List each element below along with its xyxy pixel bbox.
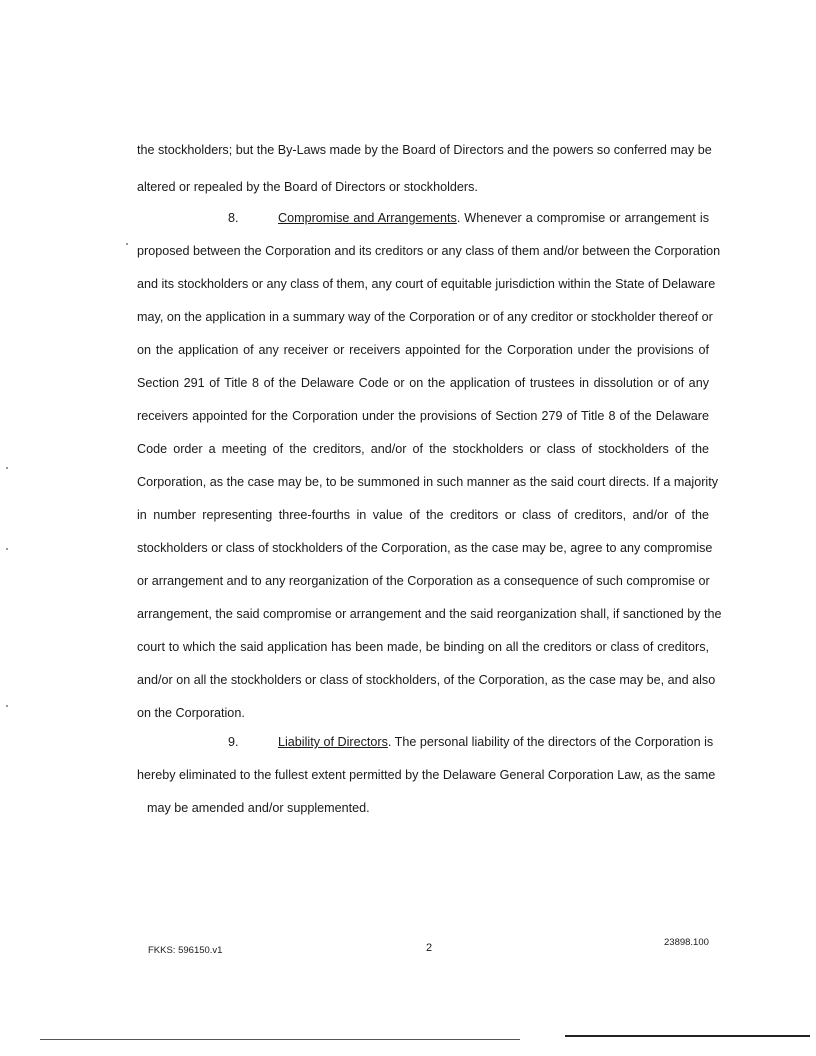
scan-speck — [126, 243, 128, 245]
section-8-line: or arrangement and to any reorganization of the Corporation as a consequence of such compromise or — [137, 574, 710, 588]
section-9-number: 9. — [228, 735, 239, 749]
footer-matter-number: 23898.100 — [664, 937, 709, 948]
section-8-line: arrangement, the said compromise or arrangement and the said reorganization shall, if sanctioned by the — [137, 607, 722, 621]
section-8-first-line — [228, 210, 709, 226]
section-8-line: on the Corporation. — [137, 706, 245, 720]
section-8-line: Code order a meeting of the creditors, and/or of the stockholders or class of stockholders of the — [137, 442, 709, 456]
section-8-line: and/or on all the stockholders or class of stockholders, of the Corporation, as the case may be, and also — [137, 673, 716, 687]
section-8-lead: . Whenever a compromise or arrangement is — [456, 211, 709, 225]
section-9-first-line — [228, 734, 714, 750]
section-8-line: receivers appointed for the Corporation under the provisions of Section 279 of Title 8 of the Delaware — [137, 409, 709, 423]
page-number: 2 — [426, 942, 433, 954]
body-line: altered or repealed by the Board of Directors or stockholders. — [137, 180, 478, 194]
scan-speck — [6, 467, 8, 469]
section-9-line: may be amended and/or supplemented. — [147, 801, 370, 815]
section-8-line: court to which the said application has been made, be binding on all the creditors or class of creditors, — [137, 640, 709, 654]
section-9-heading: Liability of Directors — [278, 735, 388, 749]
scan-edge-line — [565, 1035, 810, 1037]
section-9-lead: . The personal liability of the directors of the Corporation is — [387, 735, 714, 749]
section-8-line: and its stockholders or any class of them, any court of equitable jurisdiction within the State of Delaware — [137, 277, 716, 291]
section-8-line: proposed between the Corporation and its creditors or any class of them and/or between the Corporation — [137, 244, 721, 258]
section-8-number: 8. — [228, 211, 239, 225]
section-8-line: on the application of any receiver or receivers appointed for the Corporation under the provisions of — [137, 343, 709, 357]
footer-doc-id: FKKS: 596150.v1 — [148, 945, 223, 956]
section-8-heading: Compromise and Arrangements — [278, 211, 457, 225]
scan-edge-line — [40, 1039, 520, 1040]
section-8-line: Section 291 of Title 8 of the Delaware Code or on the application of trustees in dissolution or of any — [137, 376, 709, 390]
section-8-line: in number representing three-fourths in value of the creditors or class of creditors, and/or of the — [137, 508, 709, 522]
section-8-line: may, on the application in a summary way of the Corporation or of any creditor or stockholder thereof or — [137, 310, 713, 324]
section-8-line: stockholders or class of stockholders of the Corporation, as the case may be, agree to any compromise — [137, 541, 713, 555]
section-9-line: hereby eliminated to the fullest extent permitted by the Delaware General Corporation Law, as the same — [137, 768, 716, 782]
scan-speck — [6, 548, 8, 550]
section-8-line: Corporation, as the case may be, to be summoned in such manner as the said court directs. If a majority — [137, 475, 718, 489]
body-line: the stockholders; but the By-Laws made by the Board of Directors and the powers so conferred may be — [137, 143, 712, 157]
scan-speck — [6, 705, 8, 707]
